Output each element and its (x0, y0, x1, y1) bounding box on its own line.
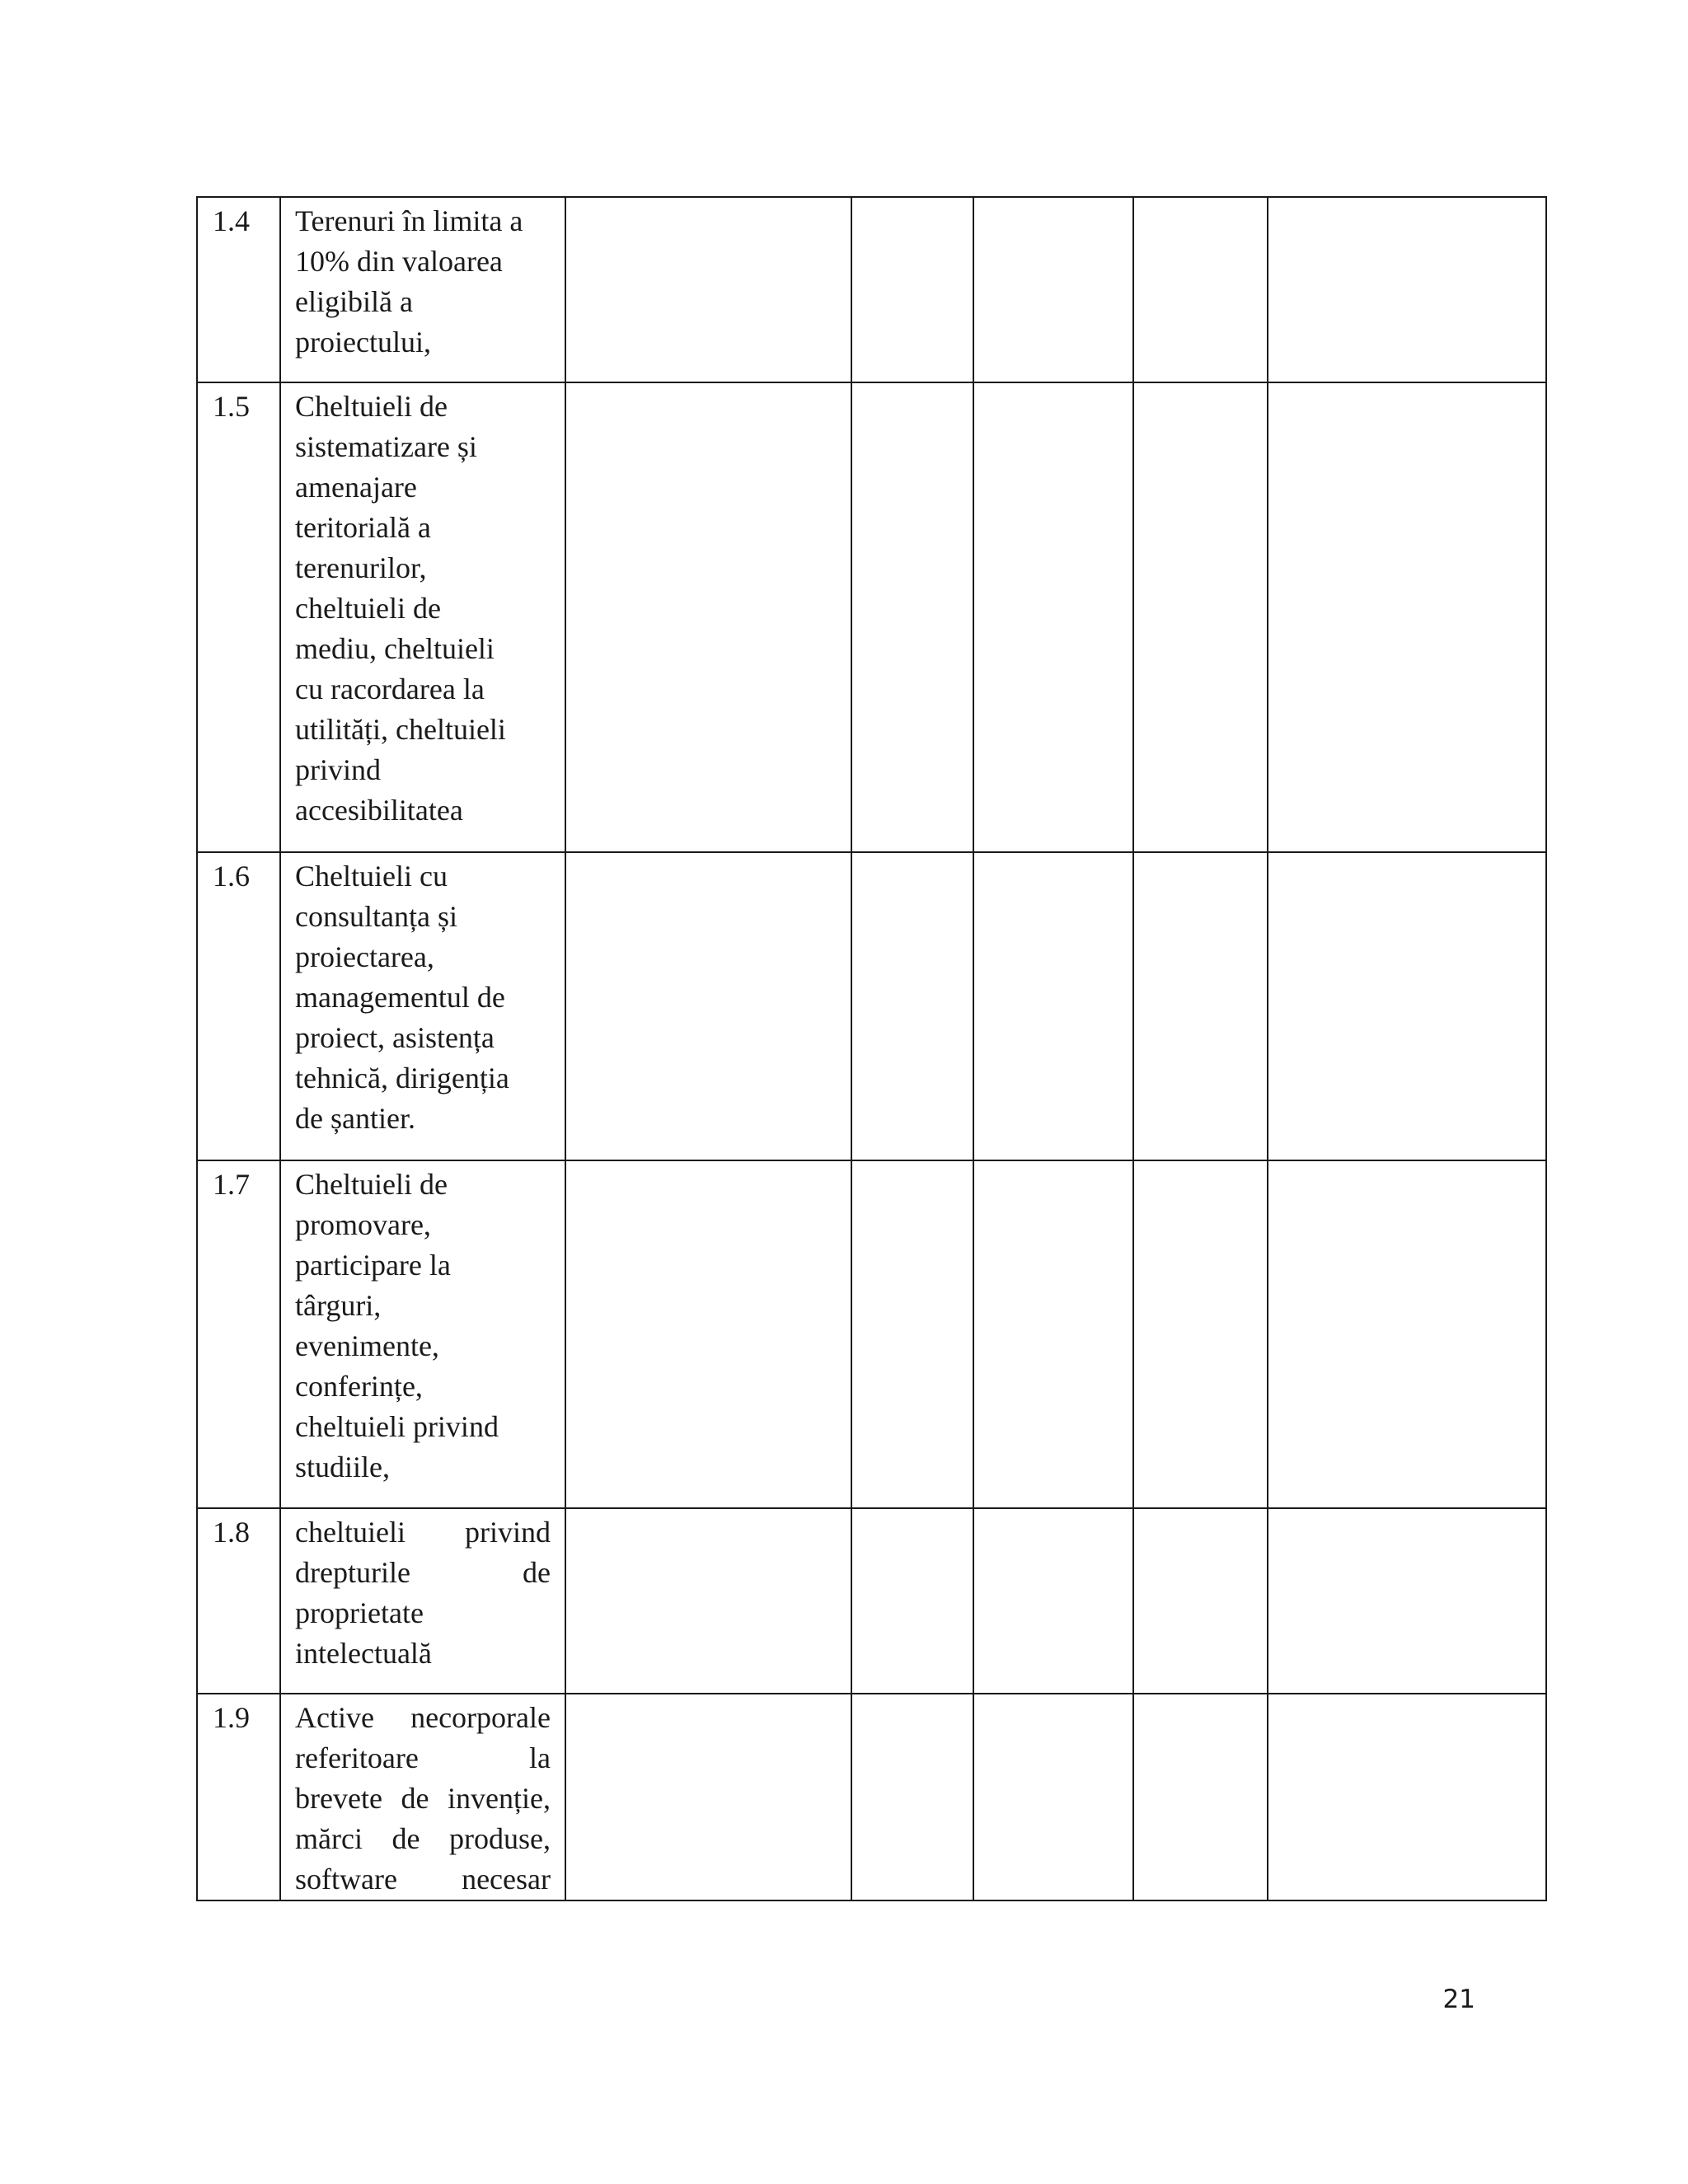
row-description (280, 1694, 565, 1900)
description-word: necesar (462, 1863, 551, 1896)
description-line (295, 387, 551, 427)
empty-cell (1268, 382, 1546, 852)
description-word: proiect, asistența (295, 1021, 495, 1054)
description-line (295, 1512, 551, 1553)
description-line (295, 1859, 551, 1900)
description-line (295, 1165, 551, 1205)
empty-cell (973, 1160, 1133, 1508)
row-description (280, 852, 565, 1160)
description-line (295, 427, 551, 467)
empty-cell (973, 852, 1133, 1160)
page-number: 21 (1442, 1985, 1475, 2014)
description-word: la (529, 1741, 551, 1774)
description-line (295, 977, 551, 1018)
table-row (197, 1508, 1546, 1694)
row-description (280, 382, 565, 852)
description-line (295, 508, 551, 548)
empty-cell (1133, 1694, 1268, 1900)
description-word: brevete (295, 1782, 382, 1815)
description-word: de (392, 1822, 420, 1855)
empty-cell (1133, 852, 1268, 1160)
description-word: mărci (295, 1822, 363, 1855)
description-word: amenajare (295, 471, 417, 504)
cost-table (196, 196, 1547, 1901)
description-word: conferințe, (295, 1370, 423, 1403)
table-row (197, 1160, 1546, 1508)
description-line (295, 790, 551, 831)
description-line (295, 750, 551, 790)
description-line (295, 241, 551, 282)
description-word: utilități, cheltuieli (295, 713, 506, 746)
description-line (295, 1593, 551, 1633)
empty-cell (973, 1508, 1133, 1694)
description-word: de șantier. (295, 1102, 415, 1135)
empty-cell (565, 1508, 851, 1694)
description-word: Active (295, 1701, 374, 1734)
empty-cell (565, 1694, 851, 1900)
empty-cell (851, 852, 973, 1160)
row-number: 1.7 (197, 1160, 280, 1508)
description-word: proiectarea, (295, 940, 434, 973)
row-description (280, 197, 565, 382)
empty-cell (1268, 197, 1546, 382)
description-line (295, 322, 551, 363)
description-word: necorporale (410, 1701, 551, 1734)
description-line (295, 1366, 551, 1407)
description-line (295, 548, 551, 588)
description-line (295, 629, 551, 669)
description-line (295, 1633, 551, 1674)
description-word: 10% din valoarea (295, 245, 503, 278)
empty-cell (1268, 1160, 1546, 1508)
description-word: tehnică, dirigenția (295, 1062, 509, 1094)
description-word: accesibilitatea (295, 794, 463, 827)
table-row (197, 197, 1546, 382)
description-word: târguri, (295, 1289, 382, 1322)
description-line (295, 710, 551, 750)
empty-cell (1268, 852, 1546, 1160)
description-word: consultanța și (295, 900, 457, 933)
description-word: promovare, (295, 1208, 431, 1241)
description-line (295, 1245, 551, 1286)
description-word: referitoare (295, 1741, 419, 1774)
description-word: drepturile (295, 1556, 410, 1589)
description-word: evenimente, (295, 1329, 439, 1362)
description-line (295, 1698, 551, 1738)
empty-cell (973, 382, 1133, 852)
empty-cell (851, 382, 973, 852)
description-line (295, 897, 551, 937)
row-number: 1.8 (197, 1508, 280, 1694)
description-line (295, 1407, 551, 1447)
description-word: proprietate (295, 1596, 424, 1629)
row-description (280, 1160, 565, 1508)
row-description (280, 1508, 565, 1694)
table-row (197, 382, 1546, 852)
description-line (295, 856, 551, 897)
empty-cell (565, 1160, 851, 1508)
row-number: 1.4 (197, 197, 280, 382)
description-word: cu racordarea la (295, 673, 485, 705)
description-line (295, 467, 551, 508)
description-line (295, 282, 551, 322)
empty-cell (851, 1694, 973, 1900)
description-word: cheltuieli (295, 1516, 406, 1549)
empty-cell (1133, 1160, 1268, 1508)
description-word: sistematizare și (295, 430, 477, 463)
description-line (295, 1447, 551, 1488)
description-word: studiile, (295, 1451, 390, 1483)
empty-cell (973, 197, 1133, 382)
empty-cell (565, 197, 851, 382)
empty-cell (1268, 1694, 1546, 1900)
empty-cell (1133, 197, 1268, 382)
empty-cell (973, 1694, 1133, 1900)
description-word: software (295, 1863, 397, 1896)
description-line (295, 1286, 551, 1326)
description-word: privind (465, 1516, 551, 1549)
description-word: de (523, 1556, 551, 1589)
description-line (295, 201, 551, 241)
empty-cell (1133, 1508, 1268, 1694)
description-word: produse, (449, 1822, 551, 1855)
description-word: teritorială a (295, 511, 431, 544)
description-line (295, 1553, 551, 1593)
empty-cell (565, 382, 851, 852)
description-line (295, 1018, 551, 1058)
table-row (197, 1694, 1546, 1900)
table-row (197, 852, 1546, 1160)
description-word: managementul de (295, 981, 505, 1014)
description-line (295, 1779, 551, 1819)
empty-cell (851, 1160, 973, 1508)
description-word: eligibilă a (295, 285, 413, 318)
description-word: Cheltuieli de (295, 390, 448, 423)
description-word: intelectuală (295, 1637, 432, 1670)
cost-table-body (197, 197, 1546, 1900)
description-word: Terenuri în limita a (295, 204, 523, 237)
row-number: 1.6 (197, 852, 280, 1160)
description-word: de (401, 1782, 429, 1815)
description-line (295, 1205, 551, 1245)
description-line (295, 588, 551, 629)
description-word: Cheltuieli cu (295, 860, 448, 893)
description-line (295, 1058, 551, 1099)
description-word: cheltuieli privind (295, 1410, 499, 1443)
description-line (295, 1099, 551, 1139)
description-line (295, 1819, 551, 1859)
description-line (295, 669, 551, 710)
description-word: proiectului, (295, 326, 431, 359)
description-word: participare la (295, 1249, 451, 1282)
row-number: 1.5 (197, 382, 280, 852)
empty-cell (1268, 1508, 1546, 1694)
description-word: invenție, (448, 1782, 551, 1815)
description-word: cheltuieli de (295, 592, 441, 625)
row-number: 1.9 (197, 1694, 280, 1900)
empty-cell (565, 852, 851, 1160)
description-word: Cheltuieli de (295, 1168, 448, 1201)
empty-cell (1133, 382, 1268, 852)
description-line (295, 1738, 551, 1779)
empty-cell (851, 197, 973, 382)
empty-cell (851, 1508, 973, 1694)
description-line (295, 937, 551, 977)
description-word: terenurilor, (295, 551, 427, 584)
description-word: privind (295, 753, 381, 786)
description-line (295, 1326, 551, 1366)
description-word: mediu, cheltuieli (295, 632, 495, 665)
